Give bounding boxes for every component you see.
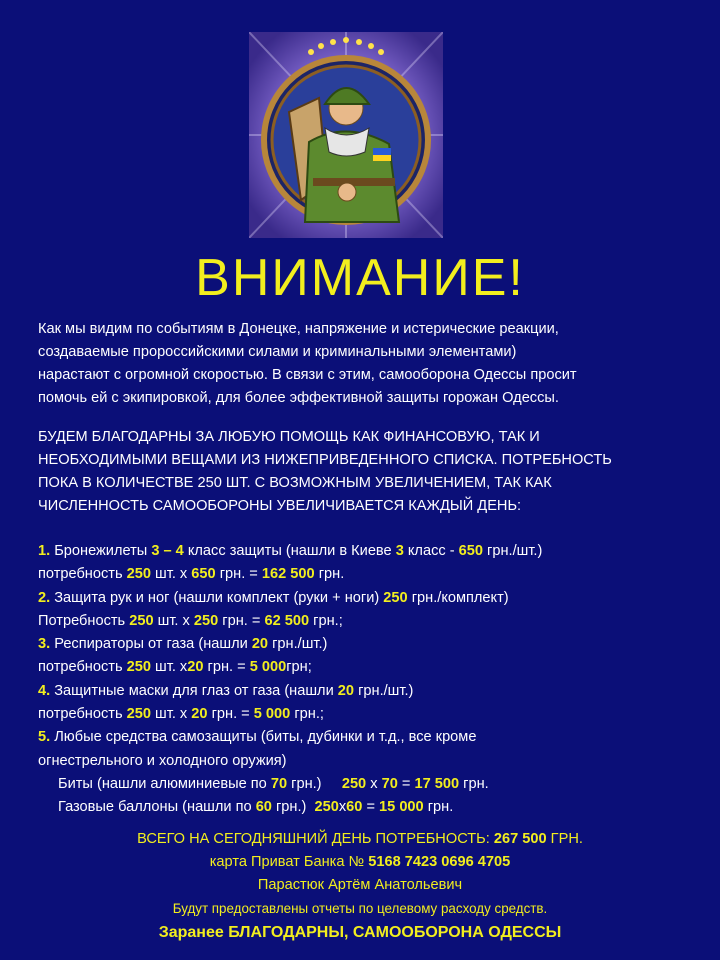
- item-value: 250: [383, 589, 408, 606]
- intro-line: нарастают с огромной скоростью. В связи с этим, самооборона Одессы просит: [38, 367, 577, 383]
- list-item-continuation: огнестрельного и холодного оружия): [38, 752, 287, 769]
- sub-value: 250: [341, 775, 367, 792]
- self-defense-emblem: [249, 32, 443, 238]
- item-number: 4.: [38, 682, 51, 699]
- total-line: [0, 828, 720, 851]
- list-item-need: [38, 656, 698, 679]
- item-number: 3.: [38, 636, 51, 653]
- reports-note: Будут предоставлены отчеты по целевому расходу средств.: [172, 901, 548, 916]
- card-line: [0, 851, 720, 874]
- need-value: 250: [126, 659, 151, 676]
- intro-paragraph: [38, 318, 698, 410]
- item-value: 20: [251, 636, 269, 653]
- need-text: шт. х: [150, 659, 188, 676]
- total-label: ВСЕГО НА СЕГОДНЯШНИЙ ДЕНЬ ПОТРЕБНОСТЬ:: [137, 831, 494, 847]
- list-item-body-armor: [38, 540, 698, 563]
- need-text: грн. =: [207, 706, 254, 723]
- need-value: 5 000: [249, 659, 287, 676]
- footer-block: [0, 828, 720, 946]
- sub-value: 60: [255, 799, 272, 816]
- list-item-limb-protection: [38, 587, 698, 610]
- appeal-line: НЕОБХОДИМЫМИ ВЕЩАМИ ИЗ НИЖЕПРИВЕДЕННОГО СПИСКА. ПОТРЕБНОСТЬ: [38, 452, 612, 468]
- sub-text: =: [362, 799, 380, 816]
- sub-value: 70: [270, 775, 288, 792]
- appeal-line: БУДЕМ БЛАГОДАРНЫ ЗА ЛЮБУЮ ПОМОЩЬ КАК ФИНАНСОВУЮ, ТАК И: [38, 429, 540, 445]
- need-text: грн.;: [309, 612, 343, 629]
- sub-value: 15 000: [379, 799, 424, 816]
- sub-text: Газовые баллоны (нашли по: [58, 799, 256, 816]
- list-item-eye-masks: [38, 680, 698, 703]
- item-text: грн./шт.): [483, 543, 543, 559]
- need-value: 20: [191, 706, 208, 723]
- need-value: 162 500: [261, 566, 315, 583]
- sub-text: х: [366, 775, 382, 792]
- sub-text: грн.): [271, 799, 315, 816]
- sub-value: 60: [346, 799, 363, 816]
- need-value: 20: [187, 659, 204, 676]
- need-value: 250: [126, 566, 151, 583]
- item-text: класс -: [403, 543, 459, 559]
- need-text: грн. =: [215, 566, 262, 583]
- item-text: Защитные маски для глаз от газа (нашли: [50, 682, 338, 699]
- list-subitem-gas-canisters: [38, 796, 698, 819]
- need-value: 62 500: [264, 612, 310, 629]
- list-subitem-bats: [38, 773, 698, 796]
- list-item-need: [38, 563, 698, 586]
- list-item-self-defense: [38, 726, 698, 749]
- sub-text: грн.: [459, 775, 489, 792]
- need-text: шт. х: [150, 706, 192, 723]
- needs-list: [38, 540, 698, 820]
- need-text: грн.;: [290, 706, 324, 723]
- appeal-paragraph: [38, 426, 698, 518]
- sub-value: 70: [381, 775, 398, 792]
- need-text: шт. х: [150, 566, 192, 583]
- item-text: Любые средства самозащиты (биты, дубинки и т.д., все кроме: [50, 729, 477, 746]
- sub-text: Биты (нашли алюминиевые по: [58, 775, 271, 792]
- need-text: грн.: [314, 566, 345, 583]
- item-text: грн./шт.): [354, 682, 414, 699]
- need-text: грн. =: [218, 612, 265, 629]
- intro-line: создаваемые пророссийскими силами и криминальными элементами): [38, 344, 517, 360]
- list-item-need: [38, 610, 698, 633]
- item-number: 1.: [38, 543, 51, 559]
- total-unit: ГРН.: [546, 831, 583, 847]
- sub-text: грн.: [423, 799, 454, 816]
- card-holder: Парастюк Артём Анатольевич: [257, 877, 463, 893]
- need-text: шт. х: [153, 612, 194, 629]
- item-value: 20: [337, 682, 355, 699]
- card-number: 5168 7423 0696 4705: [368, 854, 511, 870]
- item-text: Защита рук и ног (нашли комплект (руки + ноги): [50, 589, 384, 606]
- sub-text: =: [397, 775, 415, 792]
- item-number: 2.: [38, 589, 51, 606]
- need-value: 250: [193, 612, 219, 629]
- list-item-respirators: [38, 633, 698, 656]
- need-text: грн. =: [203, 659, 250, 676]
- item-text: класс защиты (нашли в Киеве: [183, 543, 396, 559]
- card-label: карта Приват Банка №: [209, 854, 369, 870]
- intro-line: Как мы видим по событиям в Донецке, напряжение и истерические реакции,: [38, 321, 559, 337]
- page-title: ВНИМАНИЕ!: [195, 249, 525, 307]
- soldier-emblem-icon: [249, 32, 443, 238]
- need-text: потребность: [38, 566, 127, 583]
- need-value: 650: [191, 566, 216, 583]
- item-text: Бронежилеты: [50, 543, 152, 559]
- sub-value: 250: [314, 799, 339, 816]
- need-text: потребность: [38, 659, 127, 676]
- appeal-line: ЧИСЛЕННОСТЬ САМООБОРОНЫ УВЕЛИЧИВАЕТСЯ КАЖДЫЙ ДЕНЬ:: [38, 498, 522, 514]
- need-text: грн;: [286, 659, 312, 676]
- intro-line: помочь ей с экипировкой, для более эффективной защиты горожан Одессы.: [38, 390, 559, 406]
- item-text: Респираторы от газа (нашли: [50, 636, 252, 653]
- need-text: Потребность: [38, 612, 130, 629]
- sub-text: х: [338, 799, 347, 816]
- sub-value: 17 500: [414, 775, 460, 792]
- item-text: грн./шт.): [268, 636, 328, 653]
- need-value: 250: [126, 706, 151, 723]
- item-value: 3: [395, 543, 404, 559]
- need-text: потребность: [38, 706, 127, 723]
- item-text: грн./комплект): [407, 589, 509, 606]
- thanks-line: Заранее БЛАГОДАРНЫ, САМООБОРОНА ОДЕССЫ: [158, 924, 562, 941]
- item-number: 5.: [38, 729, 51, 746]
- item-value: 3 – 4: [151, 543, 184, 559]
- appeal-line: ПОКА В КОЛИЧЕСТВЕ 250 ШТ. С ВОЗМОЖНЫМ УВЕЛИЧЕНИЕМ, ТАК КАК: [38, 475, 552, 491]
- need-value: 250: [129, 612, 154, 629]
- sub-text: грн.): [287, 775, 342, 792]
- item-value: 650: [458, 543, 483, 559]
- need-value: 5 000: [253, 706, 291, 723]
- total-value: 267 500: [493, 831, 547, 847]
- list-item-need: [38, 703, 698, 726]
